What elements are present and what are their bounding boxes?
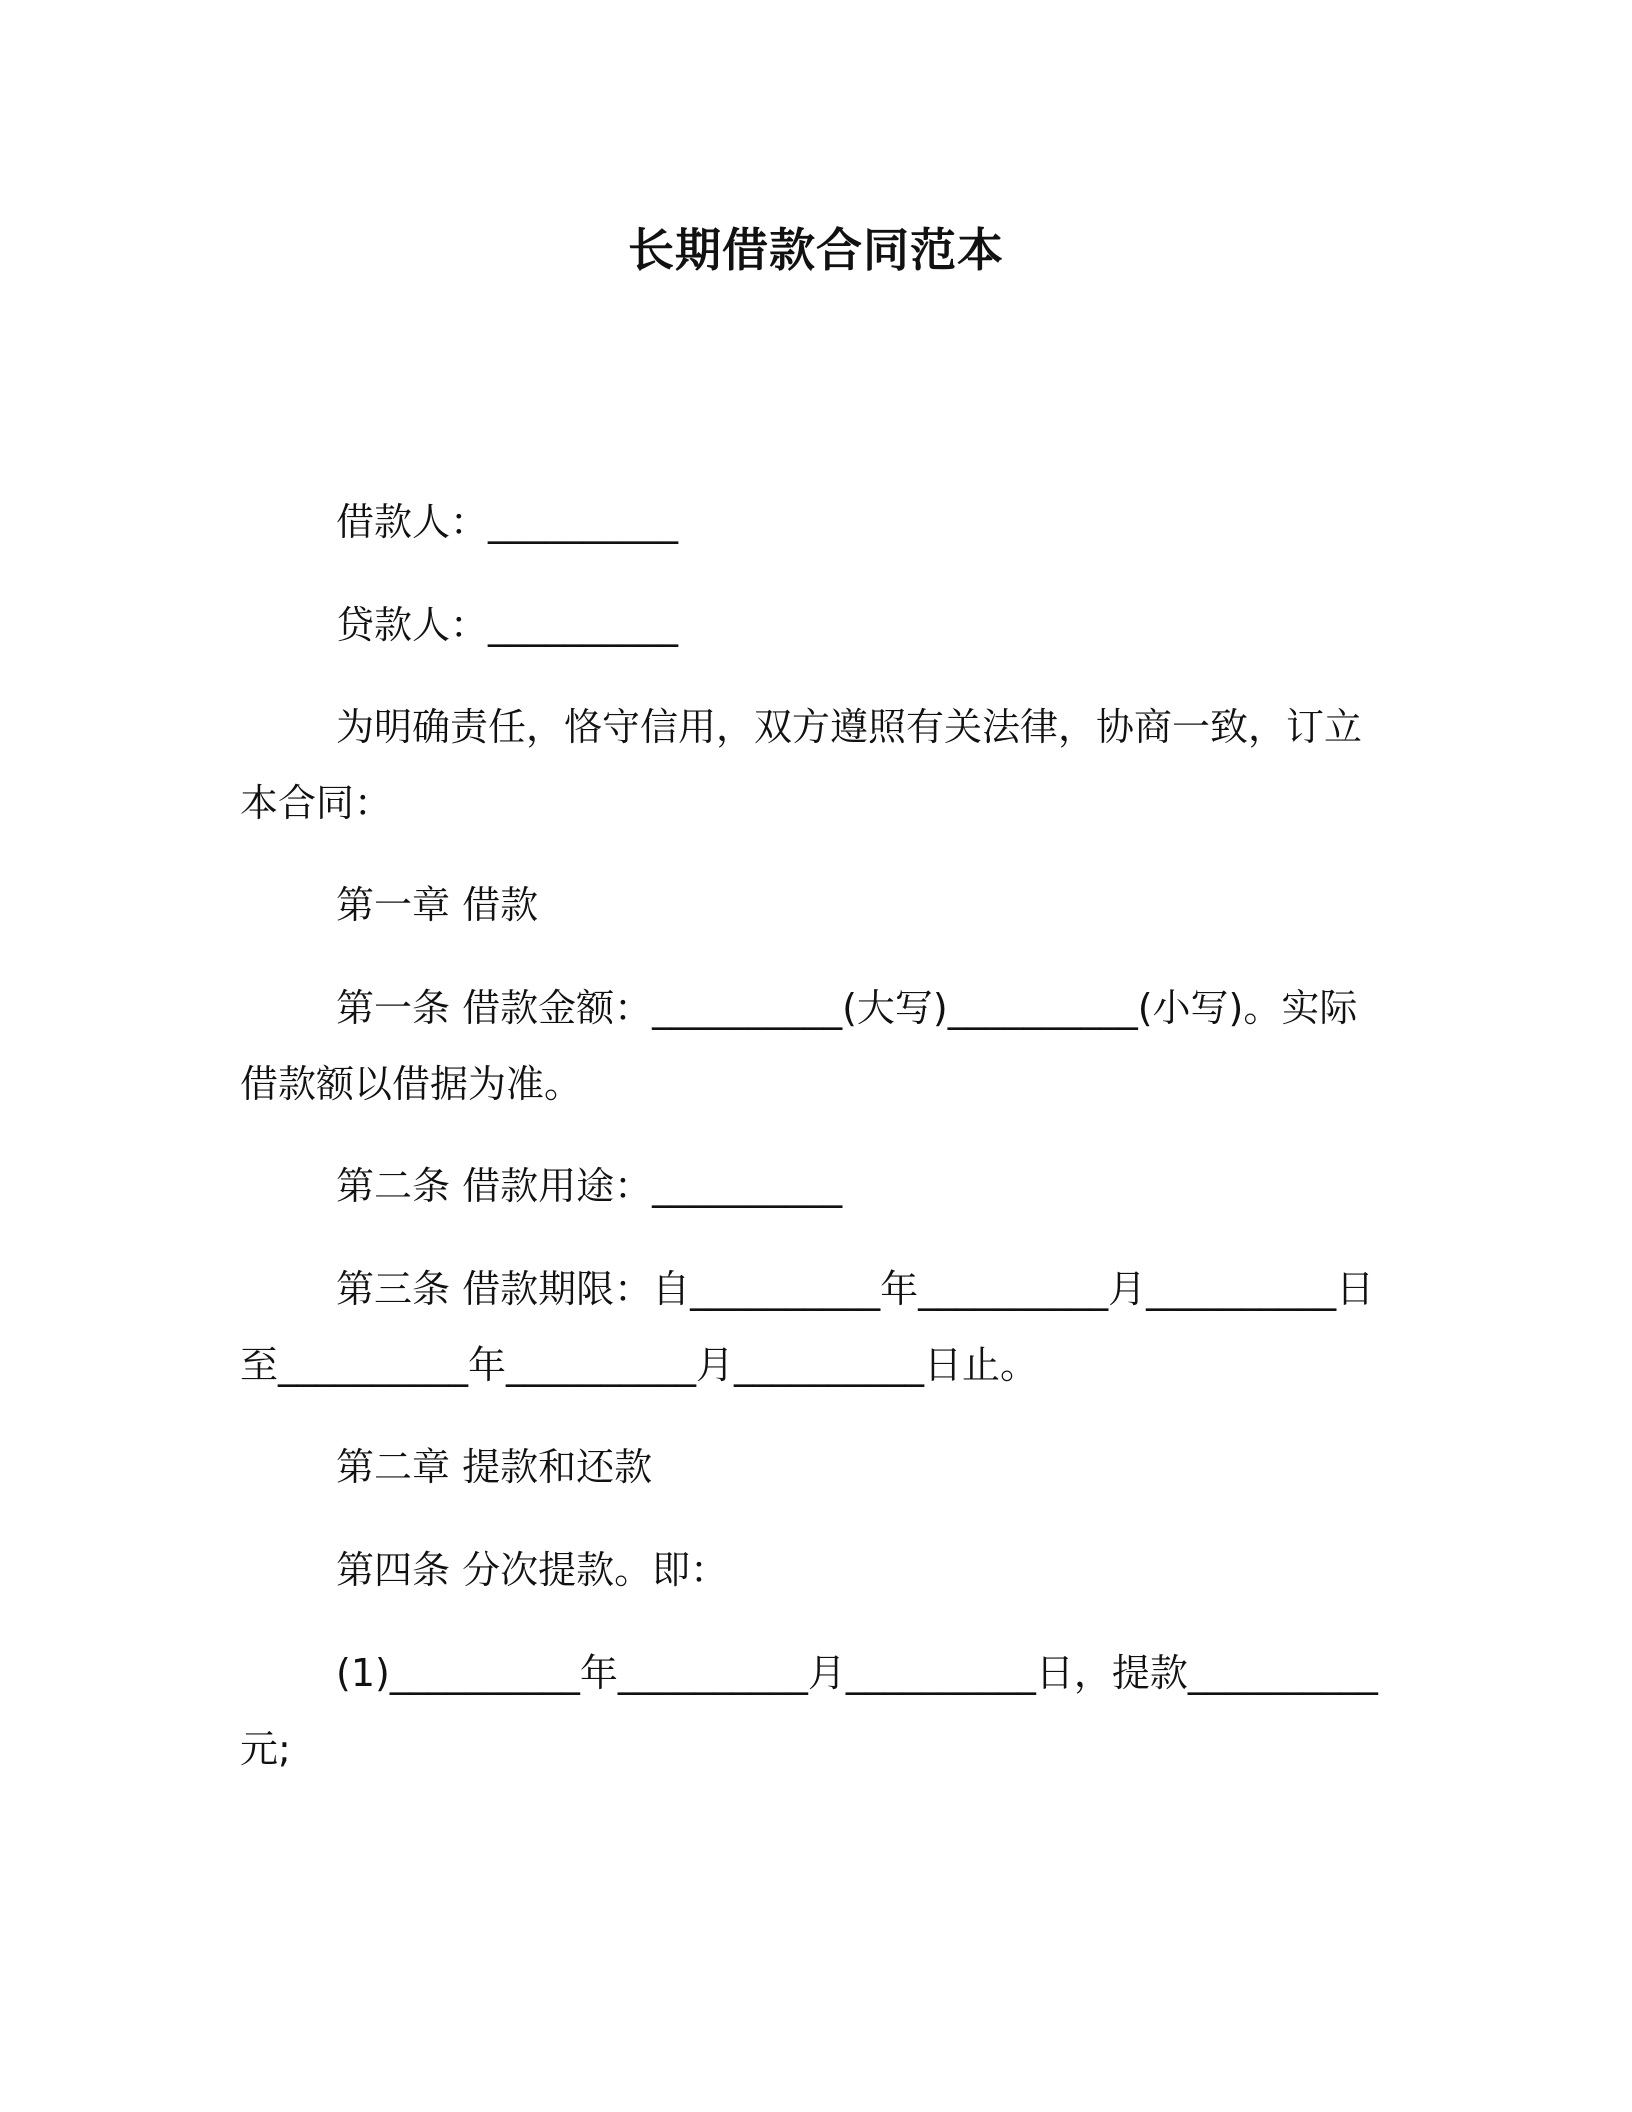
chapter-1-heading: 第一章 借款: [336, 883, 539, 927]
article-1-loan-amount: 第一条 借款金额：__________(大写)__________(小写)。实际借款额以借据为准。: [240, 986, 1358, 1106]
article-2-loan-purpose: 第二条 借款用途：__________: [336, 1164, 843, 1208]
withdrawal-item-1: (1)__________年__________月__________日，提款__________元;: [240, 1651, 1378, 1771]
article-4-withdrawal: 第四条 分次提款。即：: [336, 1548, 729, 1592]
preamble-paragraph: 为明确责任，恪守信用，双方遵照有关法律，协商一致，订立本合同：: [240, 705, 1363, 825]
chapter-2-heading: 第二章 提款和还款: [336, 1445, 653, 1489]
lender-line: 贷款人：__________: [336, 603, 679, 647]
borrower-line: 借款人：__________: [336, 500, 679, 544]
document-title: 长期借款合同范本: [628, 223, 1004, 277]
article-3-loan-term: 第三条 借款期限：自__________年__________月__________日至__________年__________月__________日止。: [240, 1267, 1375, 1387]
